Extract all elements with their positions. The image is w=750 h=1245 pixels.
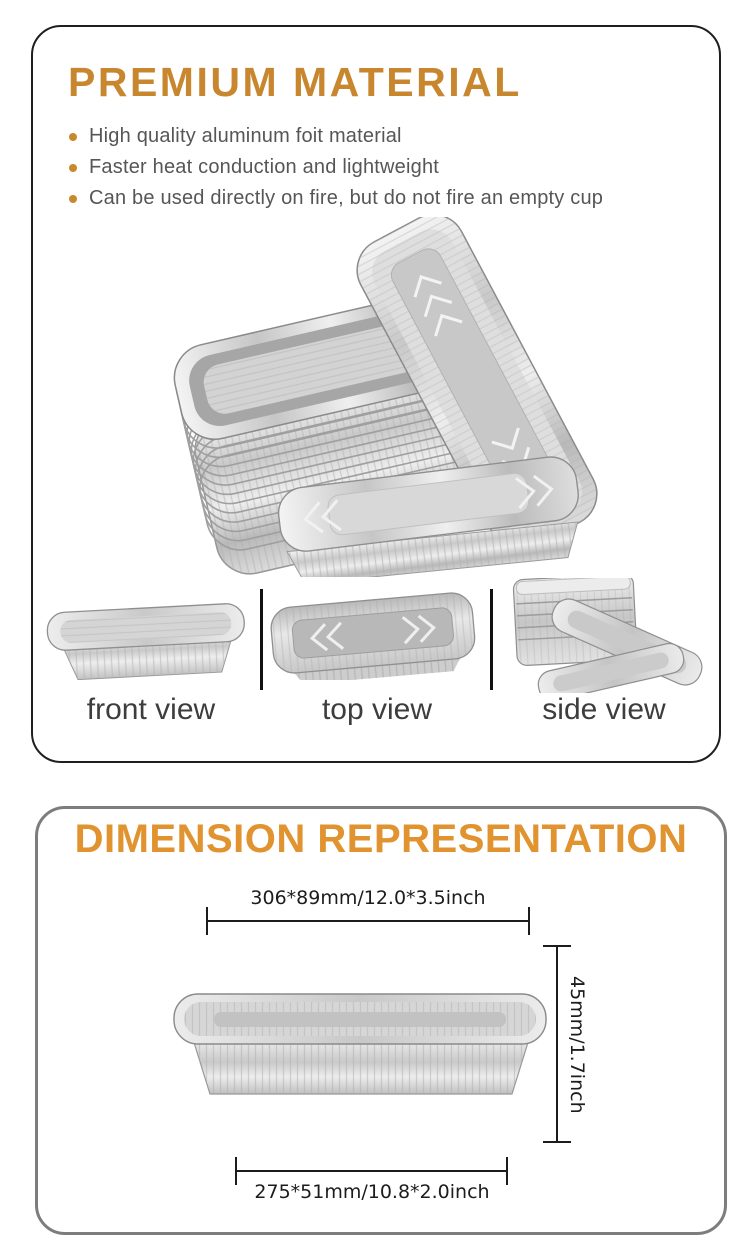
bullet-item <box>69 183 603 214</box>
side-view-label: side view <box>542 693 666 726</box>
base-dimension-label: 275*51mm/10.8*2.0inch <box>254 1181 490 1203</box>
front-view-label: front view <box>86 693 216 726</box>
front-view-photo <box>44 600 249 680</box>
view-divider <box>490 589 493 690</box>
premium-material-panel <box>31 25 721 763</box>
width-dimension-line <box>206 920 530 922</box>
height-dimension-line <box>556 945 558 1143</box>
product-photo-main <box>152 217 622 577</box>
bullet-list <box>69 121 603 214</box>
dimension-panel <box>35 806 727 1235</box>
bullet-dot-icon <box>69 164 77 172</box>
side-view-photo <box>507 578 707 693</box>
bullet-dot-icon <box>69 195 77 203</box>
bullet-dot-icon <box>69 133 77 141</box>
bullet-text: High quality aluminum foit material <box>89 125 402 147</box>
bullet-item <box>69 121 603 152</box>
bullet-item <box>69 152 603 183</box>
height-dimension-label: 45mm/1.7inch <box>566 976 588 1114</box>
dimension-title: DIMENSION REPRESENTATION <box>74 817 688 861</box>
bullet-text: Can be used directly on fire, but do not fire an empty cup <box>89 187 604 209</box>
premium-title: PREMIUM MATERIAL <box>68 59 522 105</box>
width-dimension-label: 306*89mm/12.0*3.5inch <box>250 887 486 909</box>
view-divider <box>260 589 263 690</box>
tray-illustration <box>168 988 553 1100</box>
top-view-label: top view <box>321 693 433 726</box>
bullet-text: Faster heat conduction and lightweight <box>89 156 440 178</box>
top-view-photo <box>264 588 482 680</box>
base-dimension-line <box>235 1170 508 1172</box>
